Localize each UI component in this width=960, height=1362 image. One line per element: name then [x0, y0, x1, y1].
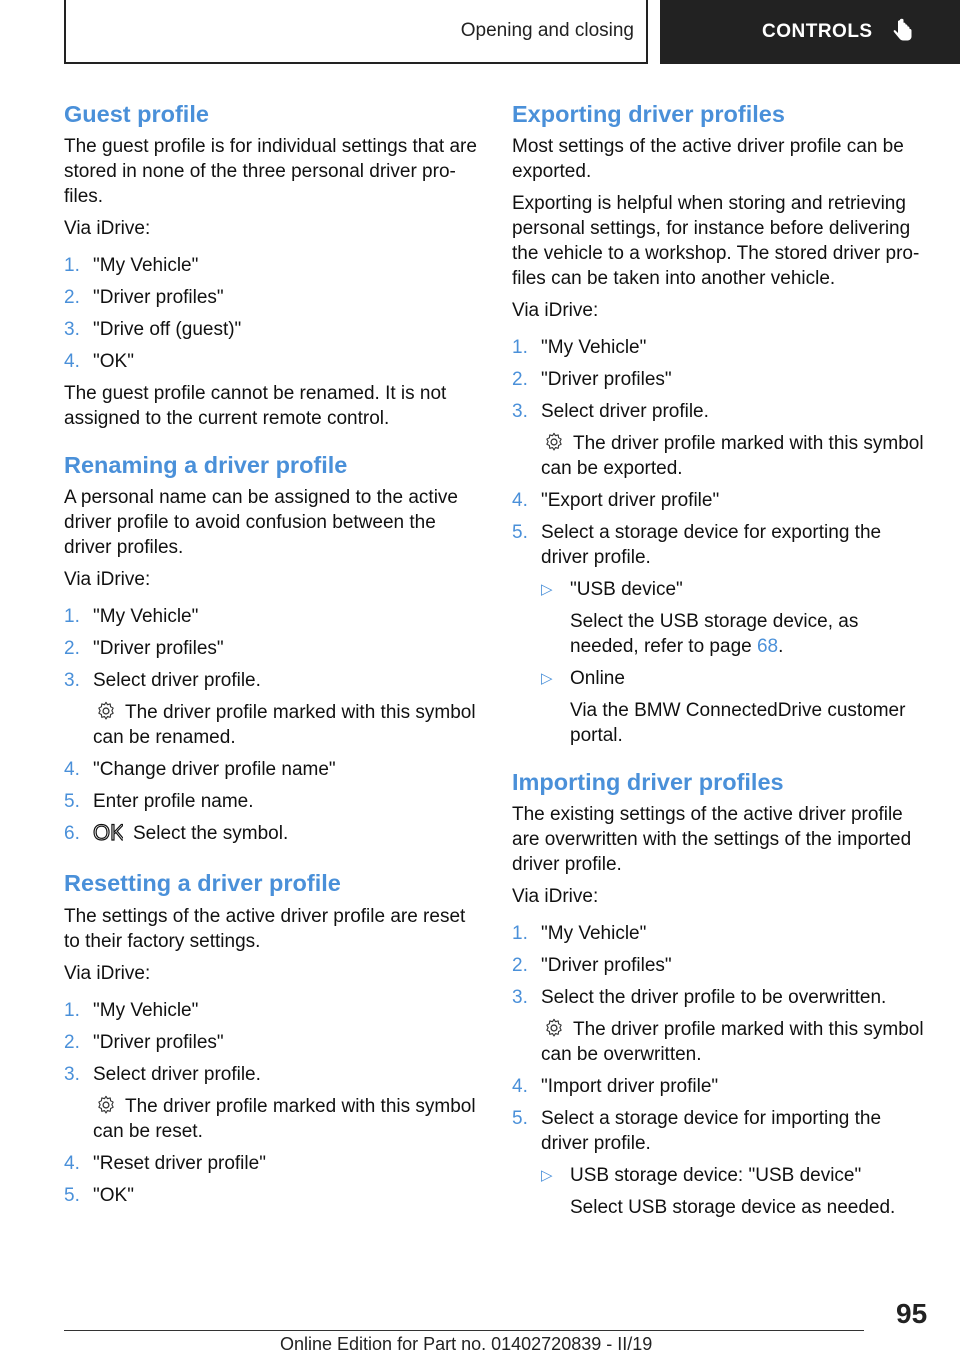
list-item: ▷ "USB device" Select the USB storage device, as needed, refer to page 68. — [541, 579, 859, 658]
reset-section — [64, 869, 484, 1207]
list-item: 3. Select driver profile. The driver profile marked with this symbol can be reset. — [64, 1062, 484, 1144]
import-section — [512, 768, 932, 1220]
via-idrive-label: Via iDrive: — [512, 886, 599, 908]
list-item: 4. "Import driver profile" — [512, 1076, 719, 1098]
symbol-note: The driver profile marked with this symbol can be exported. — [541, 433, 924, 480]
gear-icon — [95, 1094, 117, 1116]
list-item: 1. "My Vehicle" — [512, 337, 647, 359]
gear-icon — [543, 431, 565, 453]
import-heading: Importing driver profiles — [512, 769, 784, 796]
list-item: 6. OK Select the symbol. — [64, 821, 484, 849]
list-item: 5. "OK" — [64, 1184, 134, 1206]
guest-steps-list — [64, 253, 484, 374]
page-link[interactable]: 68 — [756, 636, 779, 658]
ok-icon — [93, 822, 123, 849]
list-item: 1. "My Vehicle" — [64, 255, 199, 277]
header-chapter-tab — [660, 0, 960, 64]
list-item: 2. "Driver profiles" — [512, 369, 672, 391]
svg-text:OK: OK — [93, 822, 123, 843]
export-section — [512, 100, 932, 748]
rename-intro: A personal name can be assigned to the active driver profile to avoid confusion between the driver profiles. — [64, 487, 458, 559]
list-item: 2. "Driver profiles" — [64, 638, 224, 660]
reset-intro: The settings of the active driver profile are reset to their factory settings. — [64, 905, 466, 952]
guest-profile-heading: Guest profile — [64, 101, 209, 127]
via-idrive-label: Via iDrive: — [512, 300, 599, 322]
list-item: 1. "My Vehicle" — [64, 606, 199, 628]
rename-section — [64, 451, 484, 849]
list-item: 1. "My Vehicle" — [64, 999, 199, 1021]
list-item: 3. "Drive off (guest)" — [64, 319, 242, 341]
symbol-note: The driver profile marked with this symbol can be reset. — [93, 1095, 476, 1142]
triangle-bullet-icon: ▷ — [541, 670, 553, 688]
list-item: 2. "Driver profiles" — [512, 955, 672, 977]
list-item: 2. "Driver profiles" — [64, 287, 224, 309]
list-item: ▷ USB storage device: "USB device" Select USB storage device as needed. — [541, 1165, 896, 1219]
symbol-note: The driver profile marked with this symbol can be overwritten. — [541, 1019, 924, 1066]
list-item: ▷ Online Via the BMW ConnectedDrive customer portal. — [541, 668, 906, 747]
rename-steps-list — [64, 604, 484, 849]
list-item: 4. "OK" — [64, 351, 134, 373]
left-column — [64, 100, 484, 1215]
list-item: 5. Select a storage device for exporting the driver profile. ▷ "USB device" Select the USB storage device, as needed, refer to page 68. ▷ Online Via the BMW ConnectedDrive customer portal. — [512, 520, 932, 748]
list-item: 5. Select a storage device for importing the driver profile. ▷ USB storage device: "USB device" Select USB storage device as needed. — [512, 1106, 932, 1220]
list-item: 4. "Export driver profile" — [512, 490, 720, 512]
guest-profile-intro: The guest profile is for individual settings that are stored in none of the three personal driver pro-files. — [64, 136, 477, 208]
via-idrive-label: Via iDrive: — [64, 962, 151, 984]
guest-profile-section — [64, 100, 484, 431]
header-section-label: Opening and closing — [460, 20, 634, 41]
export-intro: Most settings of the active driver profile can be exported. — [512, 136, 904, 183]
import-steps-list — [512, 921, 932, 1220]
list-item: 5. Enter profile name. — [64, 791, 254, 813]
via-idrive-label: Via iDrive: — [64, 569, 151, 591]
export-steps-list — [512, 335, 932, 748]
list-item: 4. "Change driver profile name" — [64, 759, 336, 781]
export-options-list — [541, 577, 932, 748]
reset-steps-list — [64, 998, 484, 1208]
list-item: 3. Select driver profile. The driver profile marked with this symbol can be exported. — [512, 399, 932, 481]
rename-heading: Renaming a driver profile — [64, 452, 348, 479]
import-options-list — [541, 1163, 932, 1220]
import-intro: The existing settings of the active driver profile are overwritten with the settings of the imported driver profile. — [512, 804, 912, 876]
gear-icon — [95, 700, 117, 722]
header-chapter-label: CONTROLS — [762, 21, 873, 42]
right-column — [512, 100, 932, 1227]
export-heading: Exporting driver profiles — [512, 101, 785, 127]
export-intro-2: Exporting is helpful when storing and retrieving personal settings, for instance before delivering the vehicle to a workshop. The stored driver pro-files can be taken into another vehicle. — [512, 193, 920, 290]
reset-heading: Resetting a driver profile — [64, 870, 341, 897]
via-idrive-label: Via iDrive: — [64, 218, 151, 240]
footer-divider — [64, 1330, 864, 1331]
gear-icon — [543, 1017, 565, 1039]
list-item: 3. Select driver profile. The driver profile marked with this symbol can be renamed. — [64, 668, 484, 750]
footer-edition: Online Edition for Part no. 01402720839 - II/19 — [280, 1334, 653, 1354]
guest-profile-note: The guest profile cannot be renamed. It is not assigned to the current remote control. — [64, 383, 447, 430]
list-item: 4. "Reset driver profile" — [64, 1152, 266, 1174]
list-item: 1. "My Vehicle" — [512, 923, 647, 945]
symbol-note: The driver profile marked with this symbol can be renamed. — [93, 702, 476, 749]
triangle-bullet-icon: ▷ — [541, 1167, 553, 1185]
list-item: 2. "Driver profiles" — [64, 1031, 224, 1053]
page-number: 95 — [896, 1298, 928, 1329]
triangle-bullet-icon: ▷ — [541, 581, 553, 599]
pointing-hand-icon — [889, 18, 917, 46]
header-section-tab — [64, 0, 648, 64]
list-item: 3. Select the driver profile to be overwritten. The driver profile marked with this symbol can be overwritten. — [512, 985, 932, 1067]
